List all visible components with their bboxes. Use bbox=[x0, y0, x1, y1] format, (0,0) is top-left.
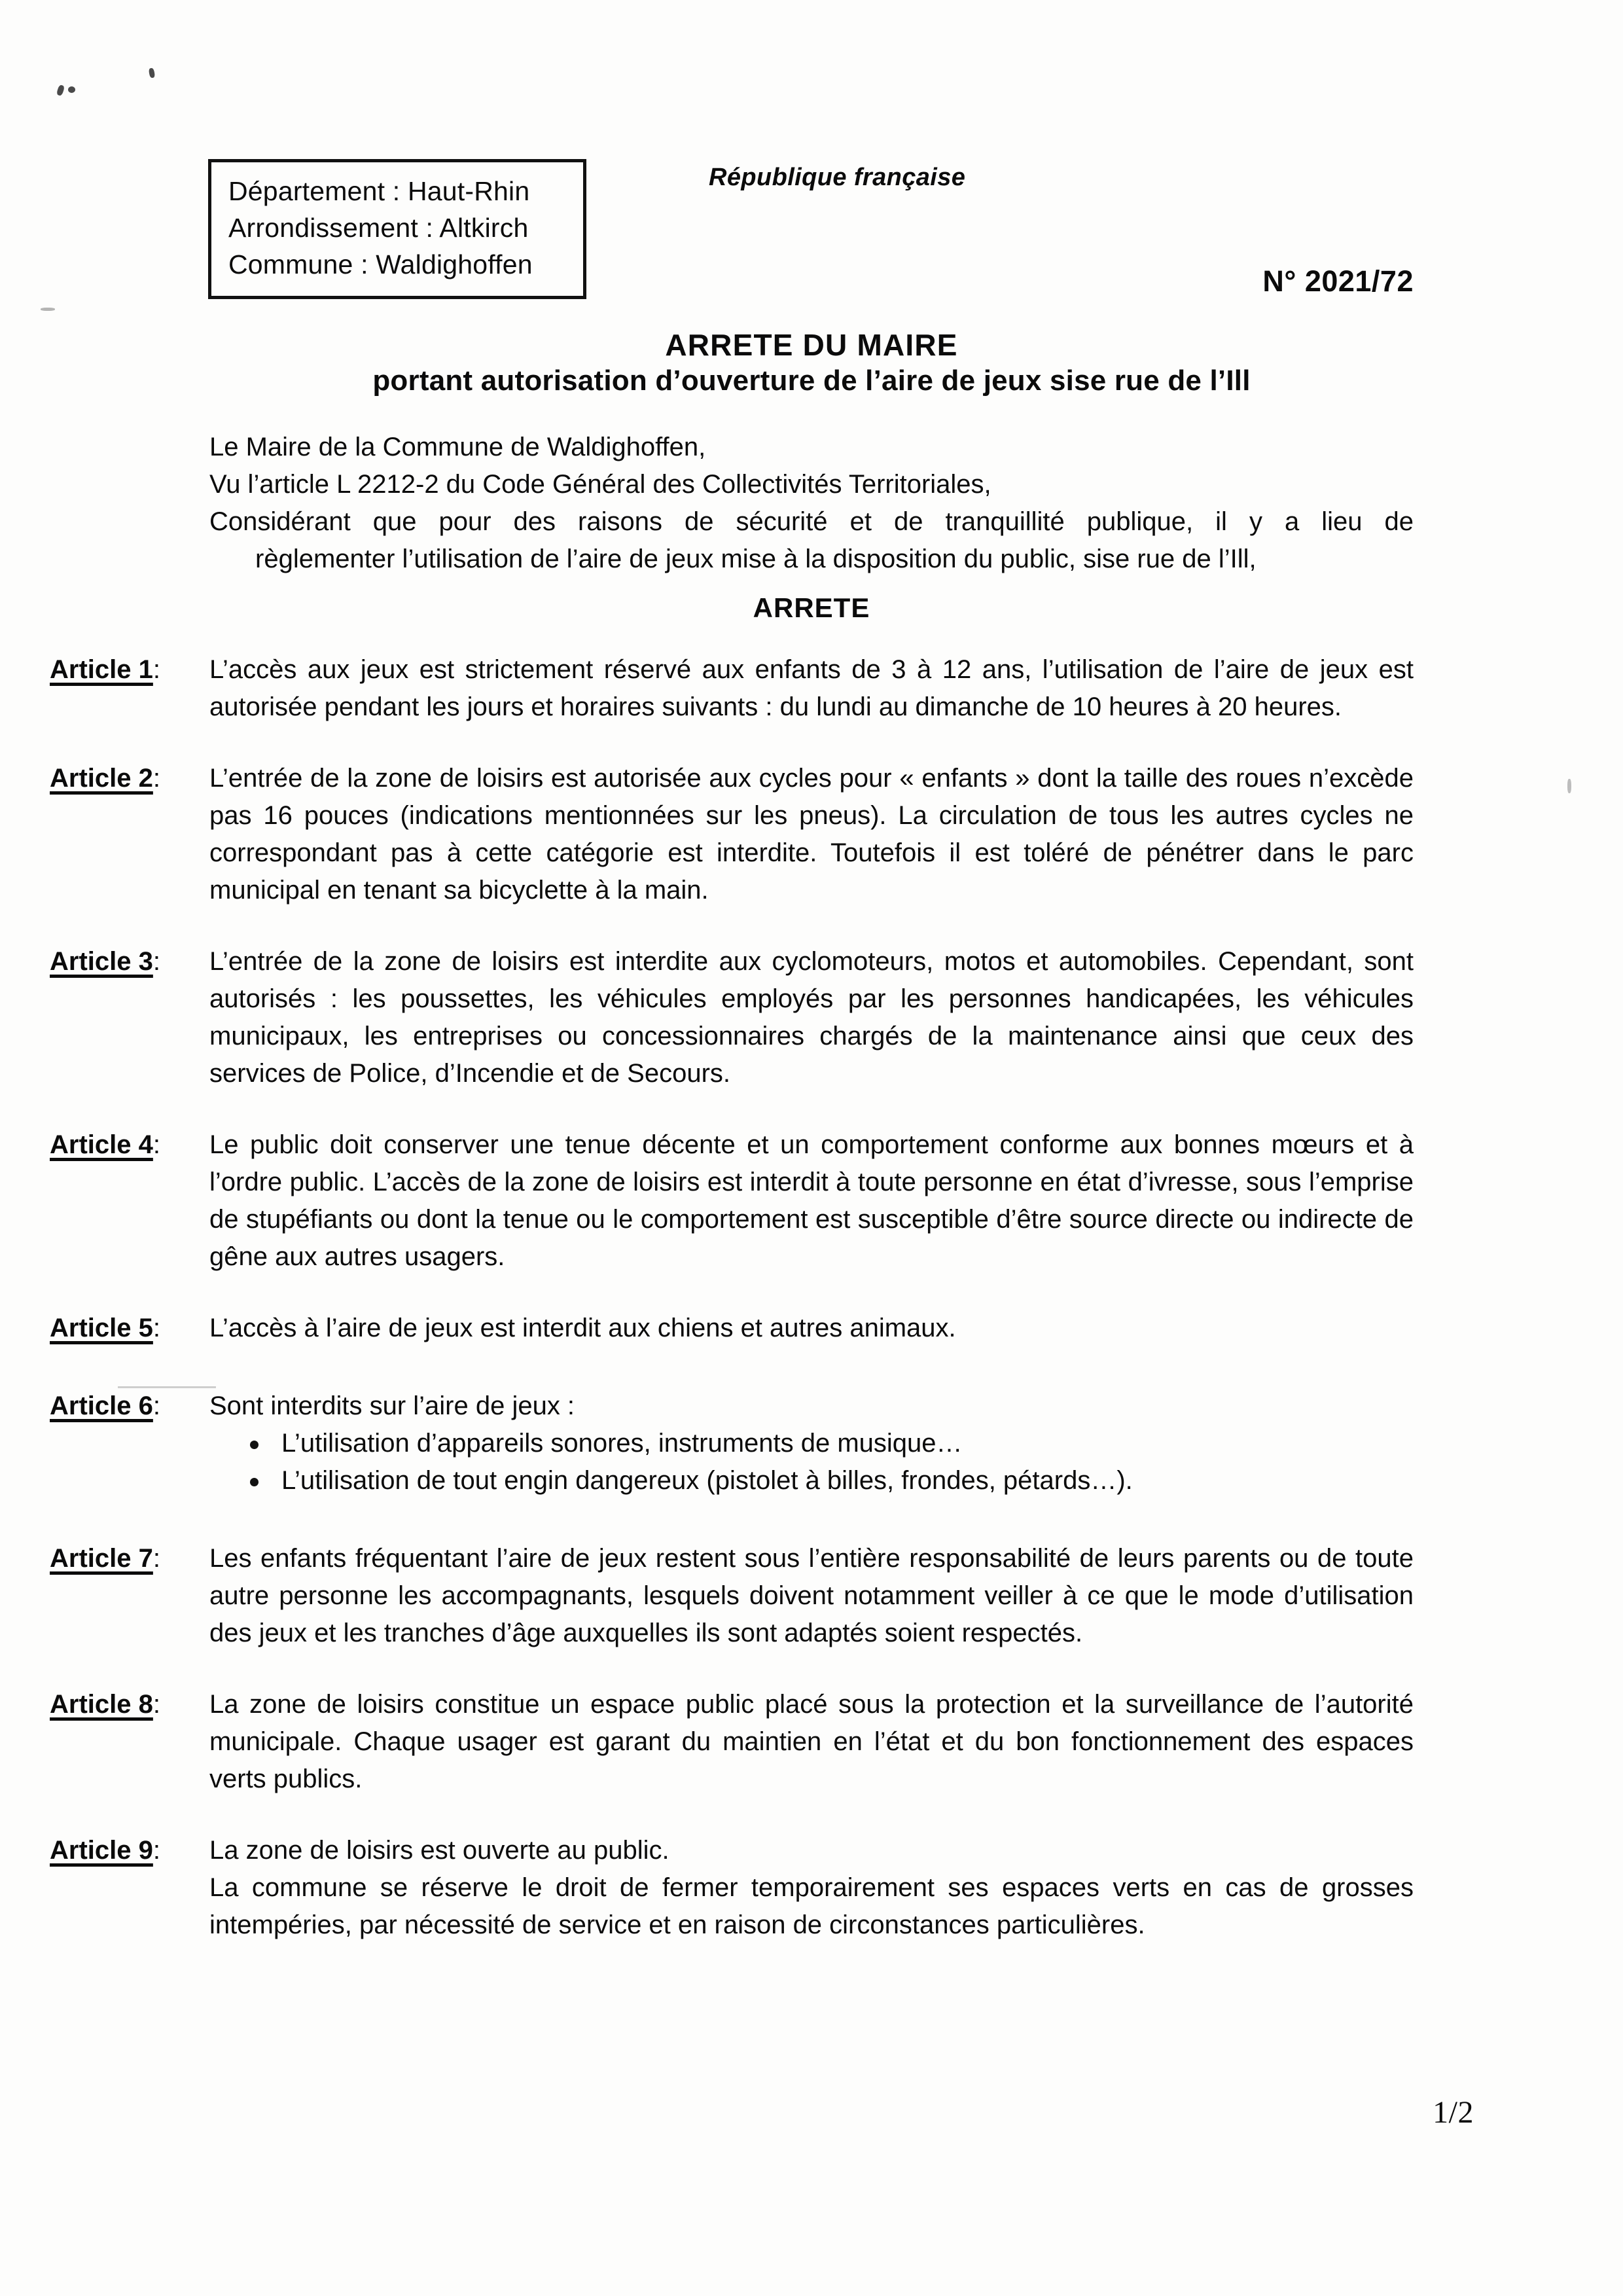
list-item bbox=[209, 1462, 1414, 1499]
article-label-text: Article 4 bbox=[50, 1130, 153, 1159]
article-label bbox=[0, 651, 160, 689]
bullet-point-icon bbox=[250, 1478, 259, 1486]
article-body bbox=[209, 1310, 1414, 1347]
list-item bbox=[209, 1425, 1414, 1462]
article-item bbox=[0, 760, 1623, 909]
page-title: ARRETE DU MAIRE bbox=[665, 328, 958, 362]
article-label-colon: : bbox=[152, 1391, 160, 1420]
article-paragraph: Les enfants fréquentant l’aire de jeux restent sous l’entière responsabilité de leurs parents ou de toute autre personne les accompagnants, lesquels doivent notamment veiller à ce que le mode d’utilisation des jeux et les tranches d’âge auxquelles ils sont adaptés soient respectés. bbox=[209, 1544, 1414, 1647]
article-body bbox=[209, 1388, 1414, 1499]
article-paragraph: L’accès à l’aire de jeux est interdit aux chiens et autres animaux. bbox=[209, 1314, 956, 1342]
article-item bbox=[0, 943, 1623, 1092]
article-paragraph: L’accès aux jeux est strictement réservé aux enfants de 3 à 12 ans, l’utilisation de l’aire de jeux est autorisée pendant les jours et horaires suivants : du lundi au dimanche de 10 heures à 20 heures. bbox=[209, 655, 1414, 721]
article-body bbox=[209, 651, 1414, 726]
article-label-text: Article 2 bbox=[50, 764, 153, 793]
bullet-point-icon bbox=[250, 1441, 259, 1449]
article-item bbox=[0, 1310, 1623, 1347]
preamble-block bbox=[209, 429, 1414, 578]
article-paragraph: Le public doit conserver une tenue décente et un comportement conforme aux bonnes mœurs et à l’ordre public. L’accès de la zone de loisirs est interdit à toute personne en état d’ivresse, sous l’emprise de stupéfiants ou dont la tenue ou le comportement est susceptible d’être source directe ou indirecte de gêne aux autres usagers. bbox=[209, 1130, 1414, 1271]
article-item bbox=[0, 1388, 1623, 1499]
article-label-text: Article 1 bbox=[50, 655, 153, 684]
article-label-colon: : bbox=[152, 1314, 160, 1342]
article-label bbox=[0, 760, 160, 797]
article-paragraph: La zone de loisirs est ouverte au public. bbox=[209, 1836, 669, 1865]
article-item bbox=[0, 1832, 1623, 1944]
article-label-text: Article 7 bbox=[50, 1544, 153, 1573]
article-label bbox=[0, 1310, 160, 1347]
list-item-label: L’utilisation d’appareils sonores, instruments de musique… bbox=[281, 1429, 963, 1458]
republic-label: République française bbox=[709, 164, 966, 191]
administrative-header-box bbox=[208, 159, 586, 299]
preamble-line-mayor: Le Maire de la Commune de Waldighoffen, bbox=[209, 433, 706, 461]
article-label bbox=[0, 943, 160, 980]
article-body bbox=[209, 1832, 1414, 1944]
article-label-colon: : bbox=[152, 947, 160, 976]
article-label-text: Article 3 bbox=[50, 947, 153, 976]
article-label bbox=[0, 1388, 160, 1425]
article-paragraph: Sont interdits sur l’aire de jeux : bbox=[209, 1391, 575, 1420]
article-label-colon: : bbox=[152, 1690, 160, 1719]
list-item-label: L’utilisation de tout engin dangereux (pistolet à billes, frondes, pétards…). bbox=[281, 1466, 1133, 1495]
preamble-line-legal-basis: Vu l’article L 2212-2 du Code Général des Collectivités Territoriales, bbox=[209, 470, 991, 499]
article-label bbox=[0, 1540, 160, 1577]
article-label-colon: : bbox=[152, 764, 160, 793]
header-department-line: Département : Haut-Rhin bbox=[228, 176, 530, 206]
article-label-colon: : bbox=[152, 1544, 160, 1573]
document-reference-number: N° 2021/72 bbox=[1262, 264, 1414, 298]
articles-list bbox=[0, 651, 1623, 1970]
header-commune-line: Commune : Waldighoffen bbox=[228, 249, 533, 279]
article-body bbox=[209, 1686, 1414, 1798]
article-body bbox=[209, 1126, 1414, 1276]
article-item bbox=[0, 1126, 1623, 1276]
article-paragraph: L’entrée de la zone de loisirs est autorisée aux cycles pour « enfants » dont la taille des roues n’excède pas 16 pouces (indications mentionnées sur les pneus). La circulation de tous les autres cycles ne correspondant pas à cette catégorie est interdite. Toutefois il est toléré de pénétrer dans le parc municipal en tenant sa bicyclette à la main. bbox=[209, 764, 1414, 905]
article-label bbox=[0, 1126, 160, 1164]
preamble-line-considering-cont: règlementer l’utilisation de l’aire de jeux mise à la disposition du public, sise rue de l’Ill, bbox=[255, 545, 1257, 573]
article-body bbox=[209, 1540, 1414, 1652]
header-arrondissement-line: Arrondissement : Altkirch bbox=[228, 213, 529, 243]
article-label-colon: : bbox=[152, 655, 160, 684]
article-paragraph-secondary: La commune se réserve le droit de fermer temporairement ses espaces verts en cas de grosses intempéries, par nécessité de service et en raison de circonstances particulières. bbox=[209, 1873, 1414, 1939]
article-paragraph: L’entrée de la zone de loisirs est interdite aux cyclomoteurs, motos et automobiles. Cependant, sont autorisés : les poussettes, les véhicules employés par les personnes handicapées, les véhicules municipaux, les entreprises ou concessionnaires chargés de la maintenance ainsi que ceux des services de Police, d’Incendie et de Secours. bbox=[209, 947, 1414, 1088]
article-label-colon: : bbox=[152, 1130, 160, 1159]
prohibited-items-list bbox=[209, 1425, 1414, 1499]
article-item bbox=[0, 1686, 1623, 1798]
article-label-text: Article 6 bbox=[50, 1391, 153, 1420]
article-label-text: Article 5 bbox=[50, 1314, 153, 1342]
preamble-line-considering: Considérant que pour des raisons de sécurité et de tranquillité publique, il y a lieu de bbox=[209, 507, 1414, 536]
article-paragraph: La zone de loisirs constitue un espace public placé sous la protection et la surveillance de l’autorité municipale. Chaque usager est garant du maintien en l’état et du bon fonctionnement des espaces verts publics. bbox=[209, 1690, 1414, 1793]
article-label bbox=[0, 1832, 160, 1869]
decision-keyword: ARRETE bbox=[753, 592, 870, 623]
article-label bbox=[0, 1686, 160, 1723]
article-label-colon: : bbox=[152, 1836, 160, 1865]
page-number: 1/2 bbox=[1433, 2095, 1474, 2130]
page-subtitle: portant autorisation d’ouverture de l’aire de jeux sise rue de l’Ill bbox=[372, 365, 1251, 397]
article-label-text: Article 9 bbox=[50, 1836, 153, 1865]
article-item bbox=[0, 651, 1623, 726]
article-body bbox=[209, 943, 1414, 1092]
article-body bbox=[209, 760, 1414, 909]
article-label-text: Article 8 bbox=[50, 1690, 153, 1719]
article-item bbox=[0, 1540, 1623, 1652]
